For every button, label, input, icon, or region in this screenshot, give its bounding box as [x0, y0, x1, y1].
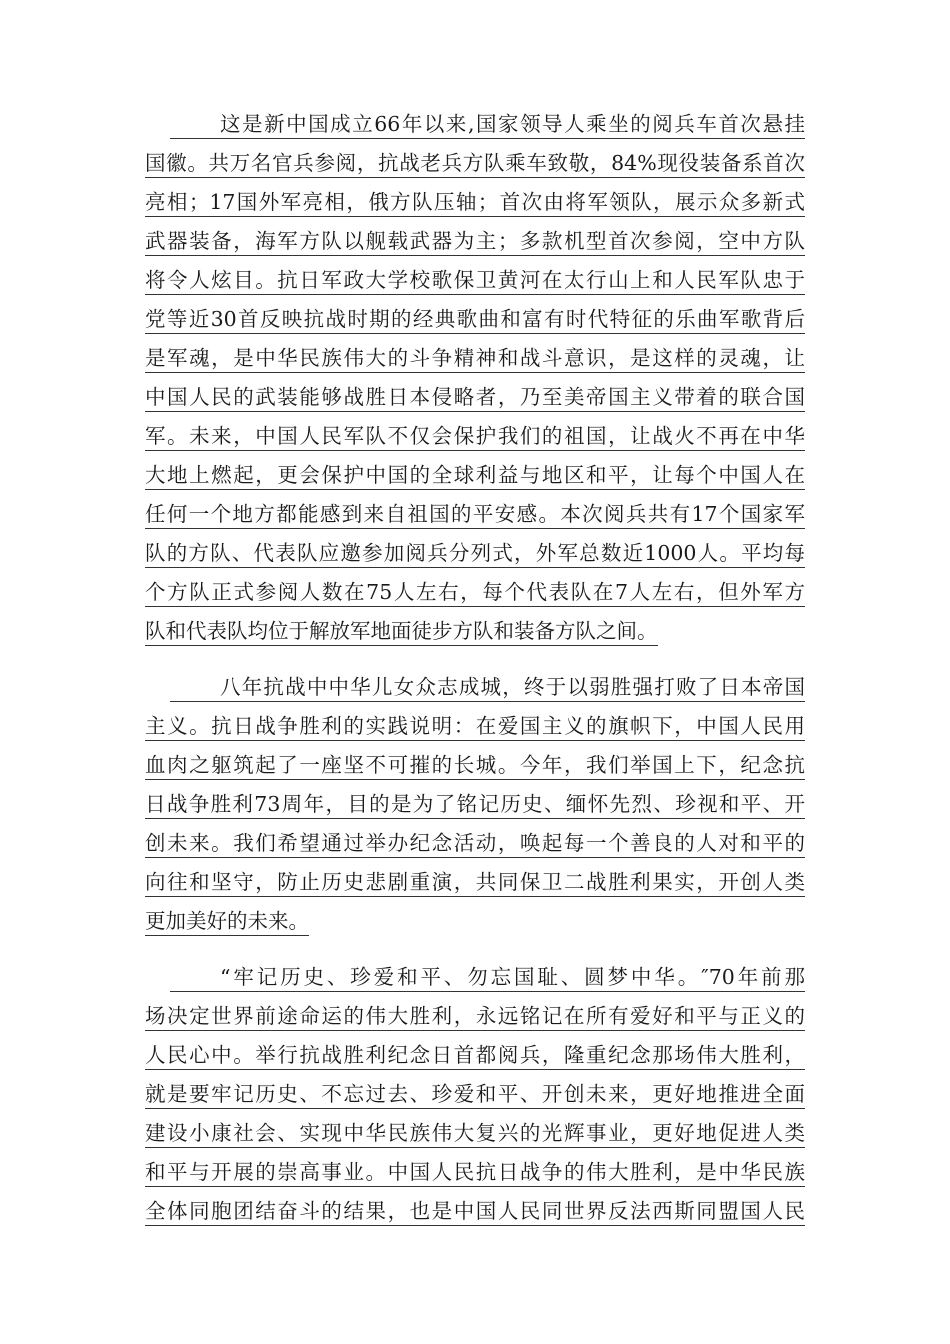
underlined-text: 中国人民的武装能够战胜日本侵略者，乃至美帝国主义带着的联合国 — [145, 384, 805, 412]
text-line — [145, 111, 805, 150]
underlined-text: 大地上燃起，更会保护中国的全球利益与地区和平，让每个中国人在 — [145, 462, 805, 490]
underlined-text: 国徽。共万名官兵参阅，抗战老兵方队乘车致敬，84%现役装备系首次 — [145, 150, 805, 178]
underlined-text: 场决定世界前途命运的伟大胜利，永远铭记在所有爱好和平与正义的 — [145, 1003, 805, 1031]
underlined-text: 党等近30首反映抗战时期的经典歌曲和富有时代特征的乐曲军歌背后 — [145, 306, 805, 334]
text-line — [145, 1081, 805, 1120]
underlined-text: 将令人炫目。抗日军政大学校歌保卫黄河在太行山上和人民军队忠于 — [145, 267, 805, 295]
text-line — [145, 1159, 805, 1198]
text-line — [145, 306, 805, 345]
underlined-text: 人民心中。举行抗战胜利纪念日首都阅兵，隆重纪念那场伟大胜利， — [145, 1042, 805, 1070]
underlined-text: 向往和坚守，防止历史悲剧重演，共同保卫二战胜利果实，开创人类 — [145, 869, 805, 897]
text-line — [145, 869, 805, 908]
underlined-text: 日战争胜利73周年，目的是为了铭记历史、缅怀先烈、珍视和平、开 — [145, 791, 805, 819]
underlined-text: 队的方队、代表队应邀参加阅兵分列式，外军总数近1000人。平均每 — [145, 540, 805, 568]
underlined-text: 和平与开展的崇高事业。中国人民抗日战争的伟大胜利，是中华民族 — [145, 1159, 805, 1187]
text-line — [145, 713, 805, 752]
underlined-text: 八年抗战中中华儿女众志成城，终于以弱胜强打败了日本帝国 — [170, 674, 805, 702]
underlined-text: 是军魂，是中华民族伟大的斗争精神和战斗意识，是这样的灵魂，让 — [145, 345, 805, 373]
text-line — [145, 579, 805, 618]
text-line — [145, 267, 805, 306]
underlined-text: 这是新中国成立66年以来,国家领导人乘坐的阅兵车首次悬挂 — [170, 111, 805, 139]
underlined-text: 建设小康社会、实现中华民族伟大复兴的光辉事业，更好地促进人类 — [145, 1120, 805, 1148]
text-line — [145, 384, 805, 423]
text-line — [145, 752, 805, 791]
paragraph — [145, 964, 805, 1237]
underlined-text: 亮相；17国外军亮相，俄方队压轴；首次由将军领队，展示众多新式 — [145, 189, 805, 217]
text-line — [145, 150, 805, 189]
underlined-text: 主义。抗日战争胜利的实践说明：在爱国主义的旗帜下，中国人民用 — [145, 713, 805, 741]
underlined-text: “牢记历史、珍爱和平、勿忘国耻、圆梦中华。″70年前那 — [170, 964, 805, 992]
text-line — [145, 908, 805, 947]
underlined-text: 个方队正式参阅人数在75人左右，每个代表队在7人左右，但外军方 — [145, 579, 805, 607]
underlined-text: 更加美好的未来。 — [145, 908, 309, 936]
paragraph — [145, 674, 805, 947]
text-line — [145, 345, 805, 384]
text-line — [145, 189, 805, 228]
text-line — [145, 1198, 805, 1237]
text-line — [145, 423, 805, 462]
text-line — [145, 1042, 805, 1081]
text-line — [145, 540, 805, 579]
underlined-text: 武器装备，海军方队以舰载武器为主；多款机型首次参阅，空中方队 — [145, 228, 805, 256]
underlined-text: 任何一个地方都能感到来自祖国的平安感。本次阅兵共有17个国家军 — [145, 501, 805, 529]
underlined-text: 创未来。我们希望通过举办纪念活动，唤起每一个善良的人对和平的 — [145, 830, 805, 858]
underlined-text: 就是要牢记历史、不忘过去、珍爱和平、开创未来，更好地推进全面 — [145, 1081, 805, 1109]
text-line — [145, 964, 805, 1003]
underlined-text: 队和代表队均位于解放军地面徒步方队和装备方队之间。 — [145, 618, 658, 646]
text-line — [145, 228, 805, 267]
text-line — [145, 674, 805, 713]
text-line — [145, 791, 805, 830]
text-line — [145, 1120, 805, 1159]
text-line — [145, 1003, 805, 1042]
underlined-text: 全体同胞团结奋斗的结果，也是中国人民同世界反法西斯同盟国人民 — [145, 1198, 805, 1226]
text-line — [145, 830, 805, 869]
text-line — [145, 501, 805, 540]
underlined-text: 血肉之躯筑起了一座坚不可摧的长城。今年，我们举国上下，纪念抗 — [145, 752, 805, 780]
document-page — [145, 111, 805, 1254]
paragraph — [145, 111, 805, 657]
underlined-text: 军。未来，中国人民军队不仅会保护我们的祖国，让战火不再在中华 — [145, 423, 805, 451]
text-line — [145, 618, 805, 657]
text-line — [145, 462, 805, 501]
